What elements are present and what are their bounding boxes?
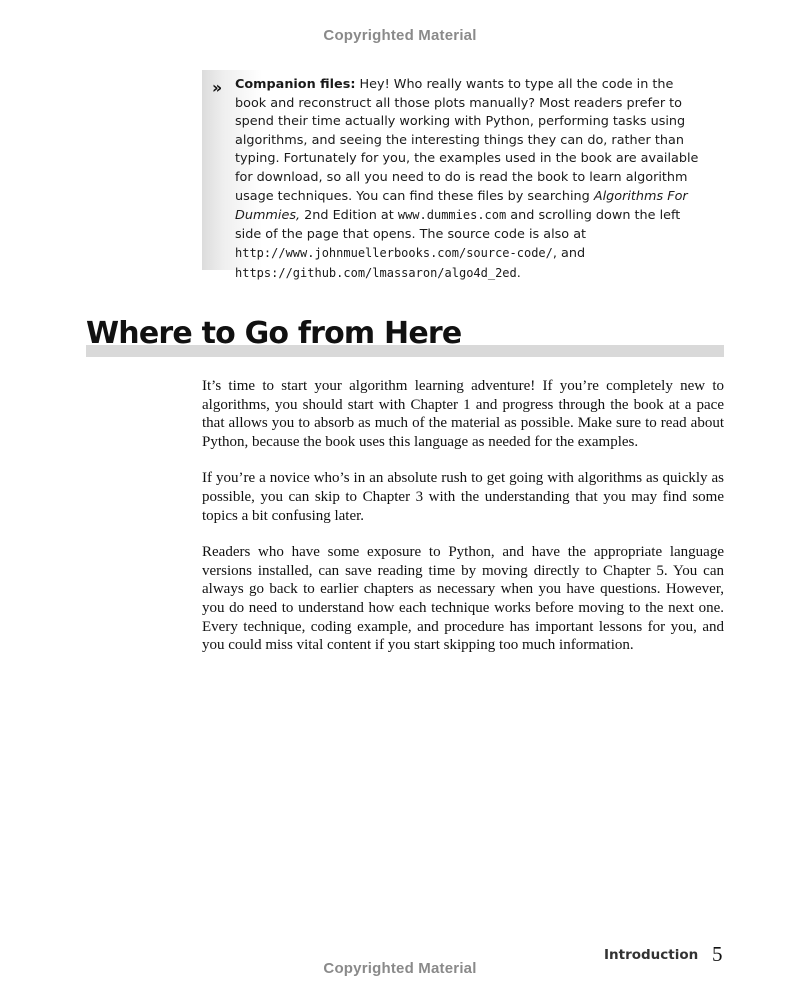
tip-text-part: . [516,265,521,281]
tip-text-part: and scrolling down the left side of the page that opens. The source code is also at [235,208,681,242]
footer-section-label: Introduction [604,947,699,963]
tip-text-part: Hey! Who really wants to type all the code in the book and reconstruct all those plots manually? Most readers prefer to spend their time actually working with Python, performing tasks using algorithms, and seeing the interesting things they can do, rather than typing. Fortunately for you, the examples used in the book are available for download, so all you need to do is read the book to learn algorithm usage techniques. You can find these files by searching [235,77,699,204]
section-body [202,377,724,673]
source-code-link[interactable]: http://www.johnmuellerbooks.com/source-code/ [235,246,553,261]
double-chevron-right-icon: ›› [212,78,220,97]
dummies-link[interactable]: www.dummies.com [397,208,507,223]
copyright-watermark-top: Copyrighted Material [323,27,477,44]
body-paragraph-3: Readers who have some exposure to Python, and have the appropriate language versions installed, can save reading time by moving directly to Chapter 5. You can always go back to earlier chapters as necessary when you have questions. However, you do need to understand how each technique works before moving to the next one. Every technique, coding example, and procedure has important lessons for you, and you could miss vital content if you start skipping too much information. [202,544,724,654]
tip-text-part: 2nd Edition at [300,208,398,224]
section-heading: Where to Go from Here [86,316,462,351]
body-paragraph-2: If you’re a novice who’s in an absolute rush to get going with algorithms as quickly as possible, you can skip to Chapter 3 with the understanding that you may find some topics a bit confusing later. [202,470,724,524]
tip-text-part: , and [552,246,586,262]
tip-lead: Companion files: [235,77,356,92]
tip-box [202,70,702,281]
github-link[interactable]: https://github.com/lmassaron/algo4d_2ed [235,265,517,280]
page-number: 5 [712,942,723,966]
tip-text [235,76,705,284]
body-paragraph-1: It’s time to start your algorithm learning adventure! If you’re completely new to algorithms, you should start with Chapter 1 and progress through the book at a pace that allows you to absorb as much of the material as possible. Make sure to read about Python, because the book uses this language as needed for the examples. [202,378,724,450]
section-heading-block [86,316,724,360]
book-title: Algorithms For Dummies, [235,188,688,224]
copyright-watermark-bottom: Copyrighted Material [323,960,477,977]
